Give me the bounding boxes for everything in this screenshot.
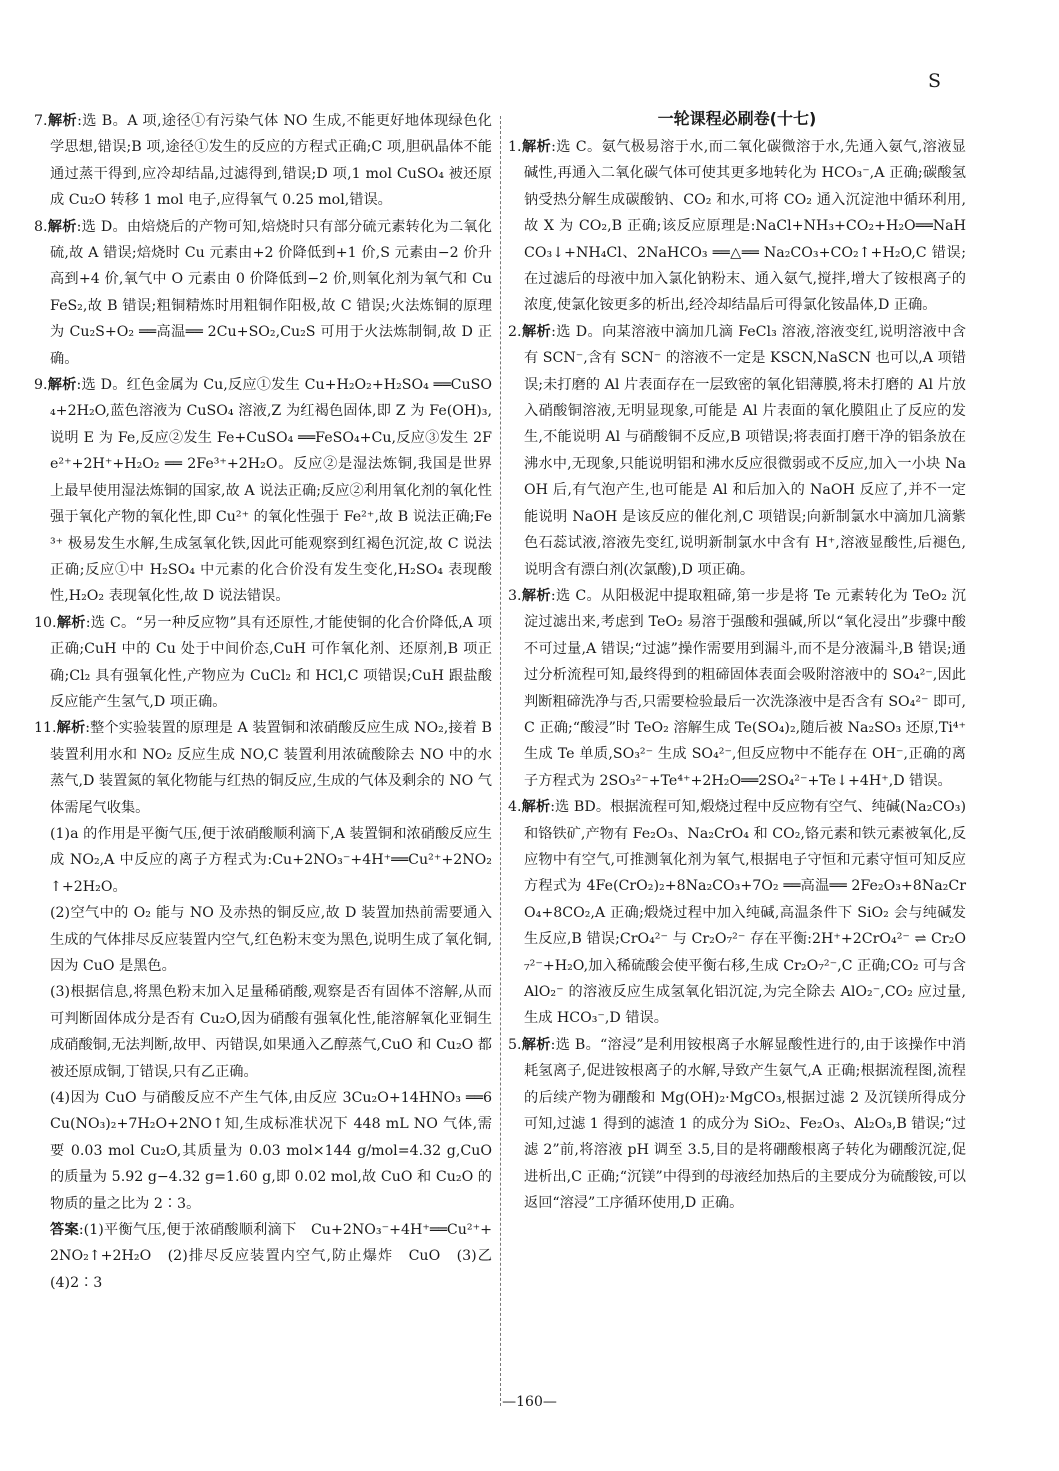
question-number: 4. xyxy=(508,799,522,816)
question-explanation xyxy=(508,583,971,794)
explanation-label: 解析 xyxy=(47,113,78,129)
explanation-label: 解析 xyxy=(47,377,77,394)
section-title: 一轮课程必刷卷(十七) xyxy=(657,109,817,128)
explanation-text: :选 C。氨气极易溶于水,而二氧化碳微溶于水,先通入氨气,溶液显碱性,再通入二氧化碳气体可使其更多地转化为 HCO₃⁻,A 正确;碳酸氢钠受热分解生成碳酸钠、CO₂ 和水,可将 CO₂ 通入沉淀池中循环利用,故 X 为 CO₂,B 正确;该反应原理是:NaCl+NH₃+CO₂+H₂O══NaHCO₃↓+NH₄Cl、2NaHCO₃ ══△══ Na₂CO₃+CO₂↑+H₂O,C 错误;在过滤后的母液中加入氯化钠粉末、通入氨气,搅拌,增大了铵根离子的浓度,使氯化铵更多的析出,经冷却结晶后可得氯化铵晶体,D 正确。 xyxy=(524,139,966,314)
sub-paragraph xyxy=(34,1217,507,1296)
explanation-text: :选 D。由焙烧后的产物可知,焙烧时只有部分硫元素转化为二氧化硫,故 A 错误;焙烧时 Cu 元素由+2 价降低到+1 价,S 元素由−2 价升高到+4 价,氧气中 O 元素由 0 价降低到−2 价,则氧化剂为氧气和 CuFeS₂,故 B 错误;粗铜精炼时用粗铜作阳极,故 C 错误;火法炼铜的原理为 Cu₂S+O₂ ══高温══ 2Cu+SO₂,Cu₂S 可用于火法炼制铜,故 D 正确。 xyxy=(50,218,492,367)
explanation-label: 解析 xyxy=(521,139,552,155)
explanation-label: 解析 xyxy=(47,218,77,235)
explanation-text: :选 BD。根据流程可知,煅烧过程中反应物有空气、纯碱(Na₂CO₃)和铬铁矿,产物有 Fe₂O₃、Na₂CrO₄ 和 CO₂,铬元素和铁元素被氧化,反应物中有空气,可推测氧化剂为氧气,根据电子守恒和元素守恒可知反应方程式为 4Fe(CrO₂)₂+8Na₂CO₃+7O₂ ══高温══ 2Fe₂O₃+8Na₂CrO₄+8CO₂,A 正确;煅烧过程中加入纯碱,高温条件下 SiO₂ 会与纯碱发生反应,B 错误;CrO₄²⁻ 与 Cr₂O₇²⁻ 存在平衡:2H⁺+2CrO₄²⁻ ⇌ Cr₂O₇²⁻+H₂O,加入稀硫酸会使平衡右移,生成 Cr₂O₇²⁻,C 正确;CO₂ 可与含 AlO₂⁻ 的溶液反应生成氢氧化铝沉淀,为完全除去 AlO₂⁻,CO₂ 应过量,生成 HCO₃⁻,D 错误。 xyxy=(524,799,971,1027)
sub-paragraph xyxy=(34,979,492,1085)
explanation-text: :选 D。红色金属为 Cu,反应①发生 Cu+H₂O₂+H₂SO₄ ══CuSO₄+2H₂O,蓝色溶液为 CuSO₄ 溶液,Z 为红褐色固体,即 Z 为 Fe(OH)₃,说明 E 为 Fe,反应②发生 Fe+CuSO₄ ══FeSO₄+Cu,反应③发生 2Fe²⁺+2H⁺+H₂O₂ ══ 2Fe³⁺+2H₂O。反应②是湿法炼铜,我国是世界上最早使用湿法炼铜的国家,故 A 说法正确;反应②利用氧化剂的氧化性强于氧化产物的氧化性,即 Cu²⁺ 的氧化性强于 Fe²⁺,故 B 说法正确;Fe³⁺ 极易发生水解,生成氢氧化铁,因此可能观察到红褐色沉淀,故 C 说法正确;反应①中 H₂SO₄ 中元素的化合价没有发生变化,H₂SO₄ 表现酸性,H₂O₂ 表现氧化性,故 D 说法错误。 xyxy=(50,377,492,605)
question-explanation xyxy=(34,372,492,610)
explanation-text: :选 B。A 项,途径①有污染气体 NO 生成,不能更好地体现绿色化学思想,错误;B 项,途径①发生的反应的方程式正确;C 项,胆矾晶体不能通过蒸干得到,应冷却结晶,过滤得到,错误;D 项,1 mol CuSO₄ 被还原成 Cu₂O 转移 1 mol 电子,应得氧气 0.25 mol,错误。 xyxy=(50,113,492,209)
explanation-text: (4)因为 CuO 与硝酸反应不产生气体,由反应 3Cu₂O+14HNO₃ ══6Cu(NO₃)₂+7H₂O+2NO↑知,生成标准状况下 448 mL NO 气体,需要 0.03 mol Cu₂O,其质量为 0.03 mol×144 g/mol=4.32 g,CuO 的质量为 5.92 g−4.32 g=1.60 g,即 0.02 mol,故 CuO 和 Cu₂O 的物质的量之比为 2∶3。 xyxy=(50,1090,497,1212)
question-explanation xyxy=(34,108,492,214)
question-number: 7. xyxy=(34,113,48,129)
explanation-label: 解析 xyxy=(56,720,86,737)
right-column xyxy=(508,108,971,1217)
question-number: 5. xyxy=(508,1036,522,1053)
question-number: 8. xyxy=(34,218,48,235)
corner-mark: S xyxy=(927,70,941,92)
explanation-label: 解析 xyxy=(521,323,552,340)
explanation-text: (3)根据信息,将黑色粉末加入足量稀硝酸,观察是否有固体不溶解,从而可判断固体成分是否有 Cu₂O,因为硝酸有强氧化性,能溶解氧化亚铜生成硝酸铜,无法判断,故甲、丙错误,如果通入乙醇蒸气,CuO 和 Cu₂O 都被还原成铜,丁错误,只有乙正确。 xyxy=(50,984,492,1080)
question-number: 1. xyxy=(508,139,522,155)
sub-paragraph xyxy=(34,1085,497,1217)
question-explanation xyxy=(508,1032,966,1217)
question-explanation xyxy=(508,134,966,319)
explanation-label: 解析 xyxy=(56,614,86,631)
explanation-label: 解析 xyxy=(521,799,551,816)
sub-paragraph xyxy=(34,821,492,900)
question-explanation xyxy=(508,794,971,1032)
explanation-text: :整个实验装置的原理是 A 装置铜和浓硝酸反应生成 NO₂,接着 B 装置利用水和 NO₂ 反应生成 NO,C 装置利用浓硫酸除去 NO 中的水蒸气,D 装置氮的氧化物能与红热的铜反应,生成的气体及剩余的 NO 气体需尾气收集。 xyxy=(50,720,497,816)
question-number: 9. xyxy=(34,377,48,394)
question-explanation xyxy=(508,319,966,583)
question-number: 3. xyxy=(508,587,522,604)
sub-paragraph xyxy=(34,900,492,979)
left-column xyxy=(34,108,507,1296)
question-explanation xyxy=(34,214,492,372)
explanation-text: :选 C。“另一种反应物”具有还原性,才能使铜的化合价降低,A 项正确;CuH 中的 Cu 处于中间价态,CuH 可作氧化剂、还原剂,B 项正确;Cl₂ 具有强氧化性,产物应为 CuCl₂ 和 HCl,C 项错误;CuH 跟盐酸反应能产生氢气,D 项正确。 xyxy=(50,614,492,710)
explanation-label: 答案 xyxy=(50,1222,79,1239)
explanation-text: :选 B。“溶浸”是利用铵根离子水解显酸性进行的,由于该操作中消耗氢离子,促进铵根离子的水解,导致产生氨气,A 正确;根据流程图,流程的后续产物为硼酸和 Mg(OH)₂·MgCO₃,根据过滤 2 及沉镁所得成分可知,过滤 1 得到的滤渣 1 的成分为 SiO₂、Fe₂O₃、Al₂O₃,B 错误;“过滤 2”前,将溶液 pH 调至 3.5,目的是将硼酸根离子转化为硼酸沉淀,促进析出,C 正确;“沉镁”中得到的母液经加热后的主要成分为硫酸铵,可以返回“溶浸”工序循环使用,D 正确。 xyxy=(524,1036,966,1212)
question-explanation xyxy=(34,715,497,821)
right-column-body xyxy=(508,134,971,1217)
explanation-text: (1)a 的作用是平衡气压,便于浓硝酸顺利滴下,A 装置铜和浓硝酸反应生成 NO₂,A 中反应的离子方程式为:Cu+2NO₃⁻+4H⁺══Cu²⁺+2NO₂↑+2H₂O。 xyxy=(50,825,492,895)
page-number: —160— xyxy=(502,1394,557,1410)
question-number: 2. xyxy=(508,323,522,340)
explanation-label: 解析 xyxy=(521,587,551,604)
explanation-text: :选 D。向某溶液中滴加几滴 FeCl₃ 溶液,溶液变红,说明溶液中含有 SCN⁻,含有 SCN⁻ 的溶液不一定是 KSCN,NaSCN 也可以,A 项错误;未打磨的 Al 片表面存在一层致密的氧化铝薄膜,将未打磨的 Al 片放入硝酸铜溶液,无明显现象,可能是 Al 片表面的氧化膜阻止了反应的发生,不能说明 Al 与硝酸铜不反应,B 项错误;将表面打磨干净的铝条放在沸水中,无现象,只能说明铝和沸水反应很微弱或不反应,加入一小块 NaOH 后,有气泡产生,也可能是 Al 和后加入的 NaOH 反应了,并不一定能说明 NaOH 是该反应的催化剂,C 项错误;向新制氯水中滴加几滴紫色石蕊试液,溶液先变红,说明新制氯水中含有 H⁺,溶液显酸性,后褪色,说明含有漂白剂(次氯酸),D 项正确。 xyxy=(524,323,966,578)
explanation-text: (2)空气中的 O₂ 能与 NO 及赤热的铜反应,故 D 装置加热前需要通入生成的气体排尽反应装置内空气,红色粉末变为黑色,说明生成了氧化铜,因为 CuO 是黑色。 xyxy=(50,905,492,974)
explanation-label: 解析 xyxy=(521,1036,551,1053)
question-number: 11. xyxy=(34,720,57,737)
question-explanation xyxy=(34,610,492,716)
explanation-text: :(1)平衡气压,便于浓硝酸顺利滴下 Cu+2NO₃⁻+4H⁺══Cu²⁺+2NO₂↑+2H₂O (2)排尽反应装置内空气,防止爆炸 CuO (3)乙 (4)2∶3 xyxy=(50,1222,507,1291)
column-divider xyxy=(500,116,501,1406)
question-number: 10. xyxy=(34,614,57,631)
explanation-text: :选 C。从阳极泥中提取粗碲,第一步是将 Te 元素转化为 TeO₂ 沉淀过滤出来,考虑到 TeO₂ 易溶于强酸和强碱,所以“氧化浸出”步骤中酸不可过量,A 错误;“过滤”操作需要用到漏斗,而不是分液漏斗,B 错误;通过分析流程可知,最终得到的粗碲固体表面会吸附溶液中的 SO₄²⁻,因此判断粗碲洗净与否,只需要检验最后一次洗涤液中是否含有 SO₄²⁻ 即可,C 正确;“酸浸”时 TeO₂ 溶解生成 Te(SO₄)₂,随后被 Na₂SO₃ 还原,Ti⁴⁺ 生成 Te 单质,SO₃²⁻ 生成 SO₄²⁻,但反应物中不能存在 OH⁻,正确的离子方程式为 2SO₃²⁻+Te⁴⁺+2H₂O══2SO₄²⁻+Te↓+4H⁺,D 错误。 xyxy=(524,587,971,789)
